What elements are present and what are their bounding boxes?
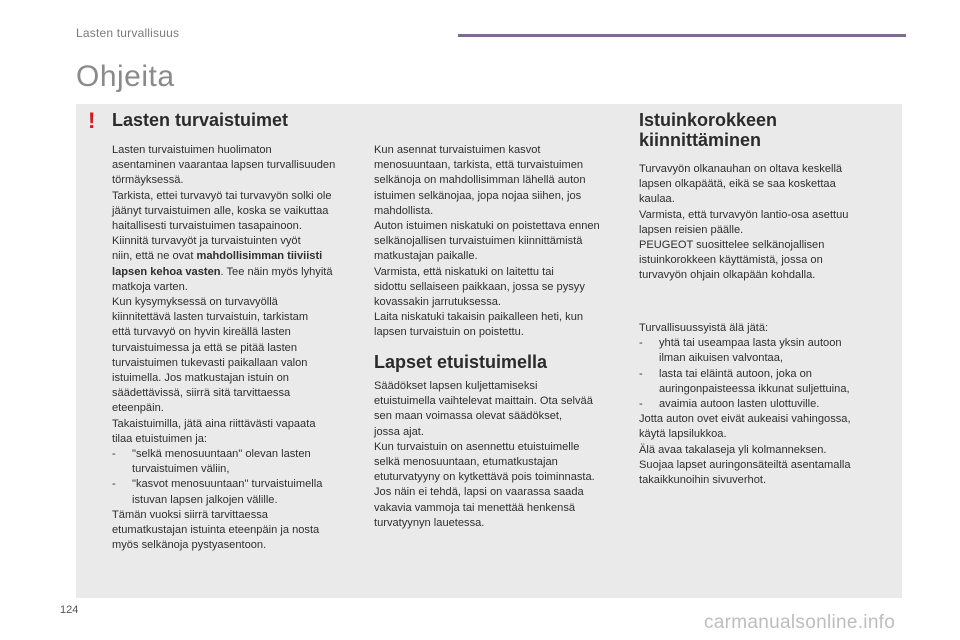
- list-item-text: "kasvot menosuuntaan" turvaistuimella istuvan lapsen jalkojen välille.: [132, 478, 323, 506]
- bullet-dash: -: [112, 448, 116, 461]
- child-seats-continued-column: [374, 143, 630, 341]
- list-item-text: yhtä tai useampaa lasta yksin autoon ilman aikuisen valvontaa,: [659, 337, 842, 365]
- list-item: [639, 336, 889, 366]
- paragraph: Säädökset lapsen kuljettamiseksi etuistuimella vaihtelevat maittain. Ota selvää sen maan voimassa olevat säädökset, jossa ajat. Kun turvaistuin on asennettu etuistuimelle selkä menosuuntaan, etumatkustajan etuturvatyyny on kytkettävä pois toiminnasta. Jos näin ei tehdä, lapsi on vaarassa saada vakavia vammoja tai menettää henkensä turvatyynyn lauetessa.: [374, 380, 595, 529]
- booster-column: [639, 162, 887, 284]
- page-title: Ohjeita: [76, 60, 175, 93]
- list-item: [112, 477, 364, 507]
- watermark: carmanualsonline.info: [704, 612, 896, 633]
- section-title-child-seats: Lasten turvaistuimet: [112, 110, 289, 130]
- list-item: [112, 447, 364, 477]
- list-item-text: avaimia autoon lasten ulottuville.: [659, 398, 820, 411]
- child-seats-column: [112, 143, 364, 553]
- paragraph: Jotta auton ovet eivät aukeaisi vahingossa, käytä lapsilukkoa. Älä avaa takalaseja yli kolmanneksen. Suojaa lapset auringonsäteiltä asentamalla takaikkunoihin sivuverhot.: [639, 413, 851, 487]
- paragraph-text: . Tee näin myös lyhyitä matkoja varten.: [112, 265, 333, 293]
- header-accent-bar: [458, 34, 906, 37]
- safety-column: [639, 321, 889, 488]
- paragraph: Auton istuimen niskatuki on poistettava ennen selkänojallisen turvaistuimen kiinnittämistä matkustajan paikalle. Varmista, että niskatuki on laitettu tai sidottu sellaiseen paikkaan, jossa se pysyy kovassakin jarrutuksessa. Laita niskatuki takaisin paikalleen heti, kun lapsen turvaistuin on poistettu.: [374, 220, 600, 339]
- paragraph: Takaistuimilla, jätä aina riittävästi vapaata tilaa etuistuimen ja:: [112, 417, 316, 445]
- front-seat-column: [374, 379, 630, 531]
- bullet-dash: -: [639, 367, 643, 380]
- paragraph: Turvavyön olkanauhan on oltava keskellä lapsen olkapäätä, eikä se saa koskettaa kaulaa. Varmista, että turvavyön lantio-osa asettuu lapsen reisien päälle. PEUGEOT suosittelee selkänojallisen istuinkorokkeen käyttämistä, jossa on turvavyön ohjain olkapään kohdalla.: [639, 163, 849, 282]
- list-item-text: lasta tai eläintä autoon, joka on auringonpaisteessa ikkunat suljettuina,: [659, 367, 850, 395]
- paragraph-text: Lasten turvaistuimen huolimaton asentaminen vaarantaa lapsen turvallisuuden törmäyksessä. Tarkista, ettei turvavyö tai turvavyön solki ole jäänyt turvaistuimen alle, koska se vaikuttaa haitallisesti turvaistuimen tasapainoon. Kiinnitä turvavyöt ja turvaistuinten vyöt niin, että ne ovat: [112, 144, 336, 263]
- emphasis-text: mahdollisimman tiiviisti lapsen kehoa vasten: [112, 250, 323, 278]
- paragraph: Tämän vuoksi siirrä tarvittaessa etumatkustajan istuinta eteenpäin ja nosta myös selkänoja pystyasentoon.: [112, 508, 320, 552]
- list-item: [639, 367, 889, 397]
- bullet-dash: -: [112, 478, 116, 491]
- section-header-label: Lasten turvallisuus: [76, 26, 180, 40]
- paragraph: Kun kysymyksessä on turvavyöllä kiinnitettävä lasten turvaistuin, tarkistam että turvavyö on hyvin kireällä lasten turvaistuimessa ja että se pitää lasten turvaistuimen tukevasti paikallaan valon istuimella. Jos matkustajan istuin on säädettävissä, siirrä sitä tarvittaessa eteenpäin.: [112, 296, 309, 415]
- paragraph: Kun asennat turvaistuimen kasvot menosuuntaan, tarkista, että turvaistuimen selkänoja on mahdollisimman lähellä auton istuimen selkänojaa, jopa nojaa siihen, jos mahdollista.: [374, 144, 586, 217]
- section-title-front-seat: Lapset etuistuimella: [374, 352, 548, 372]
- exclamation-icon: !: [88, 108, 96, 133]
- list-item-text: "selkä menosuuntaan" olevan lasten turvaistuimen väliin,: [132, 448, 311, 476]
- section-title-booster: Istuinkorokkeen kiinnittäminen: [639, 110, 778, 150]
- bullet-dash: -: [639, 398, 643, 411]
- paragraph: [112, 143, 364, 295]
- list-item: [639, 397, 889, 412]
- bullet-dash: -: [639, 337, 643, 350]
- page-number: 124: [60, 604, 79, 616]
- paragraph: Turvallisuussyistä älä jätä:: [639, 322, 769, 334]
